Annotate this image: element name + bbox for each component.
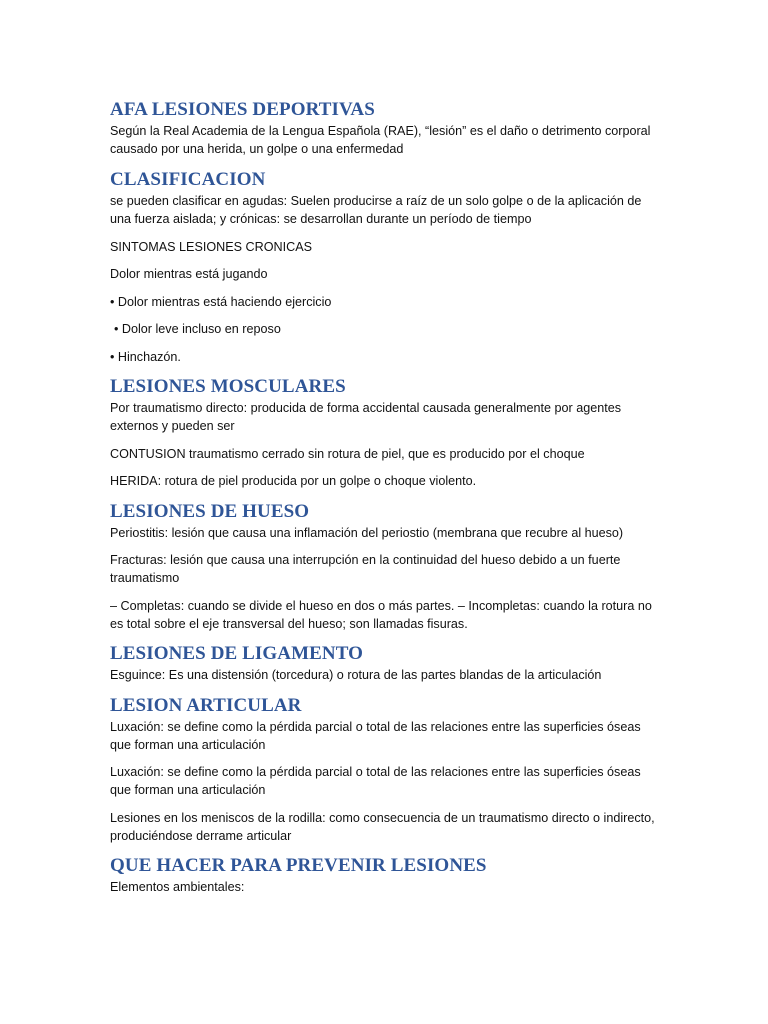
paragraph: Lesiones en los meniscos de la rodilla: como consecuencia de un traumatismo directo o indirecto, produciéndose derrame articular: [110, 810, 655, 843]
paragraph: CONTUSION traumatismo cerrado sin rotura de piel, que es producido por el choque: [110, 446, 585, 461]
paragraph: Fracturas: lesión que causa una interrupción en la continuidad del hueso debido a un fuerte traumatismo: [110, 553, 621, 585]
paragraph: – Completas: cuando se divide el hueso en dos o más partes. – Incompletas: cuando la rotura no es total sobre el eje transversal del hueso; son llamadas fisuras.: [110, 598, 652, 631]
paragraph: Periostitis: lesión que causa una inflamación del periostio (membrana que recubre al hueso): [110, 525, 624, 540]
paragraph: Esguince: Es una distensión (torcedura) o rotura de las partes blandas de la articulación: [110, 668, 602, 682]
section-heading: QUE HACER PARA PREVENIR LESIONES: [110, 855, 487, 876]
bullet-item: • Hinchazón.: [110, 349, 181, 364]
paragraph: se pueden clasificar en agudas: Suelen producirse a raíz de un solo golpe o de la aplicación de una fuerza aislada; y crónicas: se desarrollan durante un período de tiempo: [110, 194, 642, 226]
section-heading: AFA LESIONES DEPORTIVAS: [110, 99, 375, 120]
section-lesiones-mosculares: [110, 375, 658, 490]
paragraph: HERIDA: rotura de piel producida por un golpe o choque violento.: [110, 474, 477, 488]
section-afa-lesiones-deportivas: [110, 98, 658, 158]
section-que-hacer-para-prevenir-lesiones: [110, 854, 658, 896]
paragraph: Según la Real Academia de la Lengua Española (RAE), “lesión” es el daño o detrimento corporal causado por una herida, un golpe o una enfermedad: [110, 124, 651, 156]
section-lesion-articular: [110, 694, 658, 845]
section-lesiones-de-ligamento: [110, 642, 658, 684]
subheading-text: SINTOMAS LESIONES CRONICAS: [110, 239, 313, 254]
paragraph: Elementos ambientales:: [110, 880, 245, 894]
paragraph: Luxación: se define como la pérdida parcial o total de las relaciones entre las superficies óseas que forman una articulación: [110, 719, 641, 752]
paragraph: Dolor mientras está jugando: [110, 267, 268, 281]
section-heading: LESIONES DE LIGAMENTO: [110, 643, 364, 664]
section-heading: LESIONES MOSCULARES: [110, 376, 346, 397]
section-heading: LESION ARTICULAR: [110, 694, 302, 716]
section-lesiones-de-hueso: [110, 500, 658, 633]
bullet-item: • Dolor mientras está haciendo ejercicio: [110, 294, 332, 309]
section-heading: LESIONES DE HUESO: [110, 500, 310, 522]
section-heading: CLASIFICACION: [110, 169, 266, 190]
bullet-item: • Dolor leve incluso en reposo: [114, 322, 281, 336]
paragraph: Luxación: se define como la pérdida parcial o total de las relaciones entre las superficies óseas que forman una articulación: [110, 765, 641, 797]
document-content: [110, 98, 658, 906]
section-clasificacion: [110, 168, 658, 366]
paragraph: Por traumatismo directo: producida de forma accidental causada generalmente por agentes externos y pueden ser: [110, 401, 622, 433]
